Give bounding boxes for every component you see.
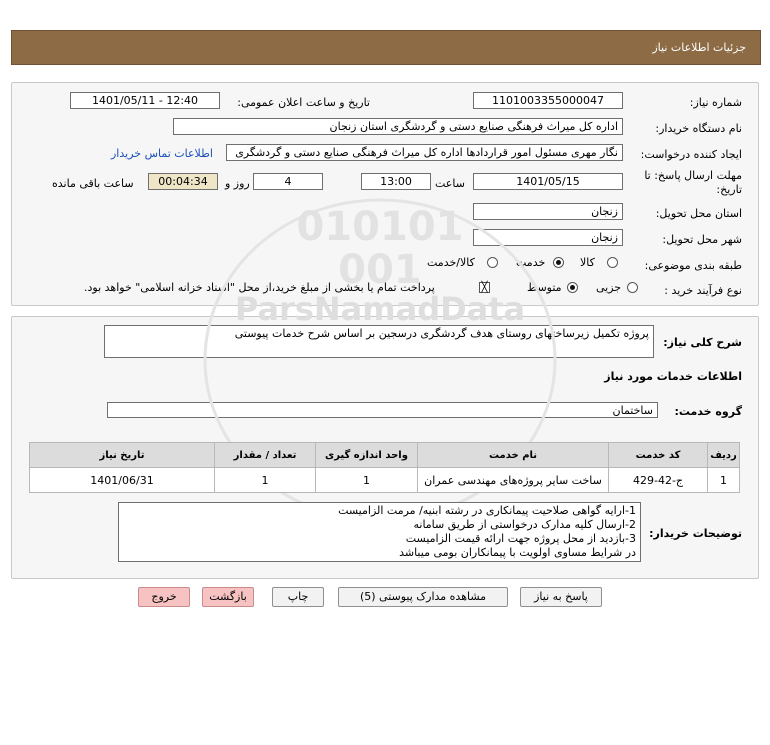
reply-button[interactable]: پاسخ به نیاز (520, 587, 602, 607)
category-radio-goods-service[interactable] (487, 257, 498, 268)
buyer-note-line: 1-ارایه گواهی صلاحیت پیمانکاری در رشته ابنیه/ مرمت الزامیست (338, 504, 636, 517)
buyer-note-line: در شرایط مساوی اولویت با پیمانکاران بومی میباشد (399, 546, 636, 559)
group-label: گروه خدمت: (674, 405, 742, 418)
back-button[interactable]: بازگشت (202, 587, 254, 607)
province-field: زنجان (473, 203, 623, 220)
creator-label: ایجاد کننده درخواست: (640, 148, 742, 161)
process-option-medium: متوسط (527, 281, 562, 294)
cell-row: 1 (708, 468, 740, 493)
col-code: کد خدمت (609, 443, 708, 468)
cell-date: 1401/06/31 (30, 468, 215, 493)
attachments-button[interactable]: مشاهده مدارک پیوستی (5) (338, 587, 508, 607)
cell-name: ساخت سایر پروژه‌های مهندسی عمران (418, 468, 609, 493)
deadline-time-field: 13:00 (361, 173, 431, 190)
col-qty: تعداد / مقدار (215, 443, 316, 468)
deadline-label: مهلت ارسال پاسخ: تا (644, 169, 742, 182)
services-table (29, 442, 740, 493)
buyer-notes-box (118, 502, 641, 562)
process-radio-medium[interactable] (567, 282, 578, 293)
services-heading: اطلاعات خدمات مورد نیاز (604, 370, 742, 383)
col-date: تاریخ نیاز (30, 443, 215, 468)
col-unit: واحد اندازه گیری (316, 443, 418, 468)
group-field: ساختمان (107, 402, 658, 418)
time-label: ساعت (435, 177, 465, 190)
announce-field: 1401/05/11 - 12:40 (70, 92, 220, 109)
payment-note: پرداخت تمام یا بخشی از مبلغ خرید،از محل "اسناد خزانه اسلامی" خواهد بود. (84, 281, 435, 294)
announce-label: تاریخ و ساعت اعلان عمومی: (237, 96, 370, 109)
need-number-field: 1101003355000047 (473, 92, 623, 109)
creator-field: نگار مهری مسئول امور قراردادها اداره کل میراث فرهنگی صنایع دستی و گردشگری (226, 144, 623, 161)
need-info-panel (11, 82, 759, 306)
process-label: نوع فرآیند خرید : (664, 284, 742, 297)
buyer-note-line: 2-ارسال کلیه مدارک درخواستی از طریق سامانه (413, 518, 636, 531)
process-radio-minor[interactable] (627, 282, 638, 293)
province-label: استان محل تحویل: (655, 207, 742, 220)
category-option-goods-service: کالا/خدمت (427, 256, 475, 269)
summary-field: پروژه تکمیل زیرساختهای روستای هدف گردشگری درسجین بر اساس شرح خدمات پیوستی (104, 325, 654, 358)
category-option-goods: کالا (580, 256, 595, 269)
buyer-org-field: اداره کل میراث فرهنگی صنایع دستی و گردشگری استان زنجان (173, 118, 623, 135)
treasury-checkbox[interactable]: ╳ (479, 282, 490, 293)
exit-button[interactable]: خروج (138, 587, 190, 607)
col-row: ردیف (708, 443, 740, 468)
table-row (30, 468, 740, 493)
cell-qty: 1 (215, 468, 316, 493)
city-field: زنجان (473, 229, 623, 246)
days-field: 4 (253, 173, 323, 190)
buyer-note-line: 3-بازدید از محل پروژه جهت ارائه قیمت الزامیست (405, 532, 636, 545)
days-label: روز و (225, 177, 250, 190)
print-button[interactable]: چاپ (272, 587, 324, 607)
watermark-brand: ParsNamadData (234, 290, 526, 328)
category-label: طبقه بندی موضوعی: (644, 259, 742, 272)
watermark-number-mid: 001 (338, 247, 422, 293)
category-radio-service[interactable] (553, 257, 564, 268)
summary-label: شرح کلی نیاز: (663, 336, 742, 349)
page-header (11, 30, 761, 65)
deadline-date-label: تاریخ: (716, 183, 742, 196)
remaining-label: ساعت باقی مانده (52, 177, 134, 190)
remaining-time-field: 00:04:34 (148, 173, 218, 190)
buyer-org-label: نام دستگاه خریدار: (655, 122, 742, 135)
page-title: جزئیات اطلاعات نیاز (652, 41, 746, 54)
category-radio-goods[interactable] (607, 257, 618, 268)
process-option-minor: جزیی (596, 281, 622, 294)
watermark-number-top: 010101 (296, 204, 464, 250)
services-table-header (30, 443, 740, 468)
category-option-service: خدمت (516, 256, 546, 269)
cell-code: ج-42-429 (609, 468, 708, 493)
cell-unit: 1 (316, 468, 418, 493)
city-label: شهر محل تحویل: (662, 233, 742, 246)
deadline-date-field: 1401/05/15 (473, 173, 623, 190)
buyer-notes-label: توضیحات خریدار: (649, 527, 742, 540)
col-name: نام خدمت (418, 443, 609, 468)
buyer-contact-link[interactable]: اطلاعات تماس خریدار (111, 147, 213, 160)
need-number-label: شماره نیاز: (689, 96, 742, 109)
